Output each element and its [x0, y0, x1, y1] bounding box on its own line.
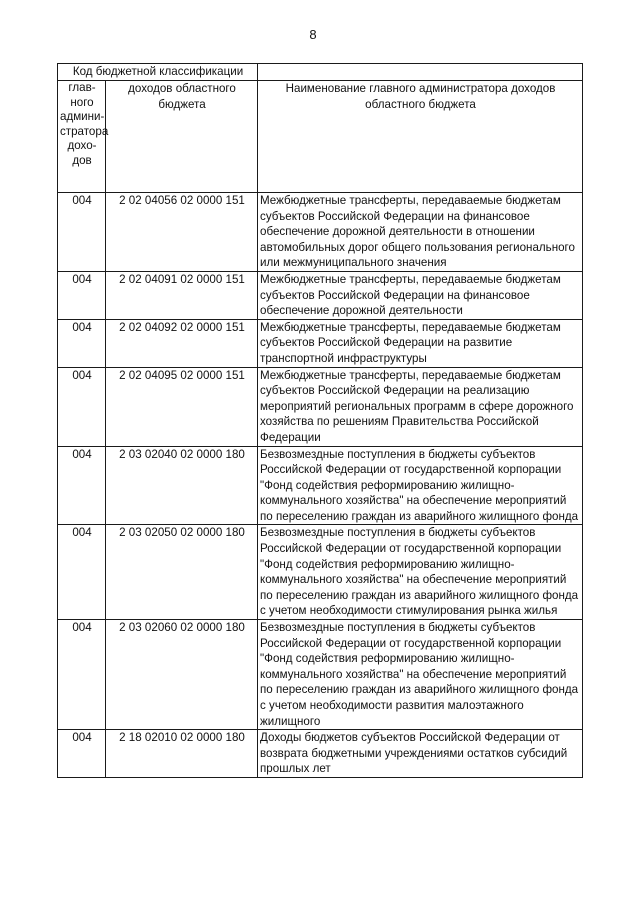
- admin-code-cell: 004: [58, 620, 106, 730]
- revenue-code-cell: 2 02 04095 02 0000 151: [106, 367, 258, 446]
- header-blank-cell: [258, 64, 583, 81]
- admin-code-cell: 004: [58, 193, 106, 272]
- admin-code-cell: 004: [58, 271, 106, 319]
- admin-code-cell: 004: [58, 319, 106, 367]
- revenue-code-cell: 2 18 02010 02 0000 180: [106, 730, 258, 778]
- revenue-name-cell: Межбюджетные трансферты, передаваемые бюджетам субъектов Российской Федерации на финансовое обеспечение дорожной деятельности: [258, 271, 583, 319]
- table-row: [58, 525, 583, 620]
- column-header-administrator-name: Наименование главного администратора доходов областного бюджета: [258, 81, 583, 193]
- table-row: [58, 193, 583, 272]
- revenue-code-cell: 2 03 02040 02 0000 180: [106, 446, 258, 525]
- revenue-code-cell: 2 03 02050 02 0000 180: [106, 525, 258, 620]
- revenue-code-cell: 2 03 02060 02 0000 180: [106, 620, 258, 730]
- table-row: [58, 446, 583, 525]
- budget-classification-code-header: Код бюджетной классификации: [58, 64, 258, 81]
- admin-code-cell: 004: [58, 367, 106, 446]
- revenue-name-cell: Безвозмездные поступления в бюджеты субъектов Российской Федерации от государственной корпорации "Фонд содействия реформированию жилищно-коммунального хозяйства" на обеспечение мероприятий по переселению граждан из аварийного жилищного фонда с учетом необходимости стимулирования рынка жилья: [258, 525, 583, 620]
- table-row: [58, 730, 583, 778]
- table-row: [58, 271, 583, 319]
- revenue-name-cell: Безвозмездные поступления в бюджеты субъектов Российской Федерации от государственной корпорации "Фонд содействия реформированию жилищно-коммунального хозяйства" на обеспечение мероприятий по переселению граждан из аварийного жилищного фонда с учетом необходимости развития малоэтажного жилищного: [258, 620, 583, 730]
- admin-code-cell: 004: [58, 730, 106, 778]
- revenue-name-cell: Межбюджетные трансферты, передаваемые бюджетам субъектов Российской Федерации на реализацию мероприятий региональных программ в сфере дорожного хозяйства по решениям Правительства Российской Федерации: [258, 367, 583, 446]
- page-number: 8: [309, 27, 317, 42]
- revenue-name-cell: Доходы бюджетов субъектов Российской Федерации от возврата бюджетными учреждениями остатков субсидий прошлых лет: [258, 730, 583, 778]
- admin-code-cell: 004: [58, 525, 106, 620]
- revenue-name-cell: Безвозмездные поступления в бюджеты субъектов Российской Федерации от государственной корпорации "Фонд содействия реформированию жилищно-коммунального хозяйства" на обеспечение мероприятий по переселению граждан из аварийного жилищного фонда: [258, 446, 583, 525]
- table-header-row: [58, 81, 583, 193]
- revenue-code-cell: 2 02 04056 02 0000 151: [106, 193, 258, 272]
- revenue-code-cell: 2 02 04092 02 0000 151: [106, 319, 258, 367]
- table-row: [58, 367, 583, 446]
- revenue-name-cell: Межбюджетные трансферты, передаваемые бюджетам субъектов Российской Федерации на развитие транспортной инфраструктуры: [258, 319, 583, 367]
- column-header-regional-budget-revenue-code: доходов областного бюджета: [106, 81, 258, 193]
- admin-code-cell: 004: [58, 446, 106, 525]
- budget-classification-table: [57, 63, 583, 778]
- table-row: [58, 319, 583, 367]
- column-header-chief-administrator: глав-ного админи-стратора дохо-дов: [58, 81, 106, 193]
- table-row: [58, 620, 583, 730]
- revenue-code-cell: 2 02 04091 02 0000 151: [106, 271, 258, 319]
- table-header-row-group: [58, 64, 583, 81]
- revenue-name-cell: Межбюджетные трансферты, передаваемые бюджетам субъектов Российской Федерации на финансовое обеспечение дорожной деятельности в отношении автомобильных дорог общего пользования регионального или межмуниципального значения: [258, 193, 583, 272]
